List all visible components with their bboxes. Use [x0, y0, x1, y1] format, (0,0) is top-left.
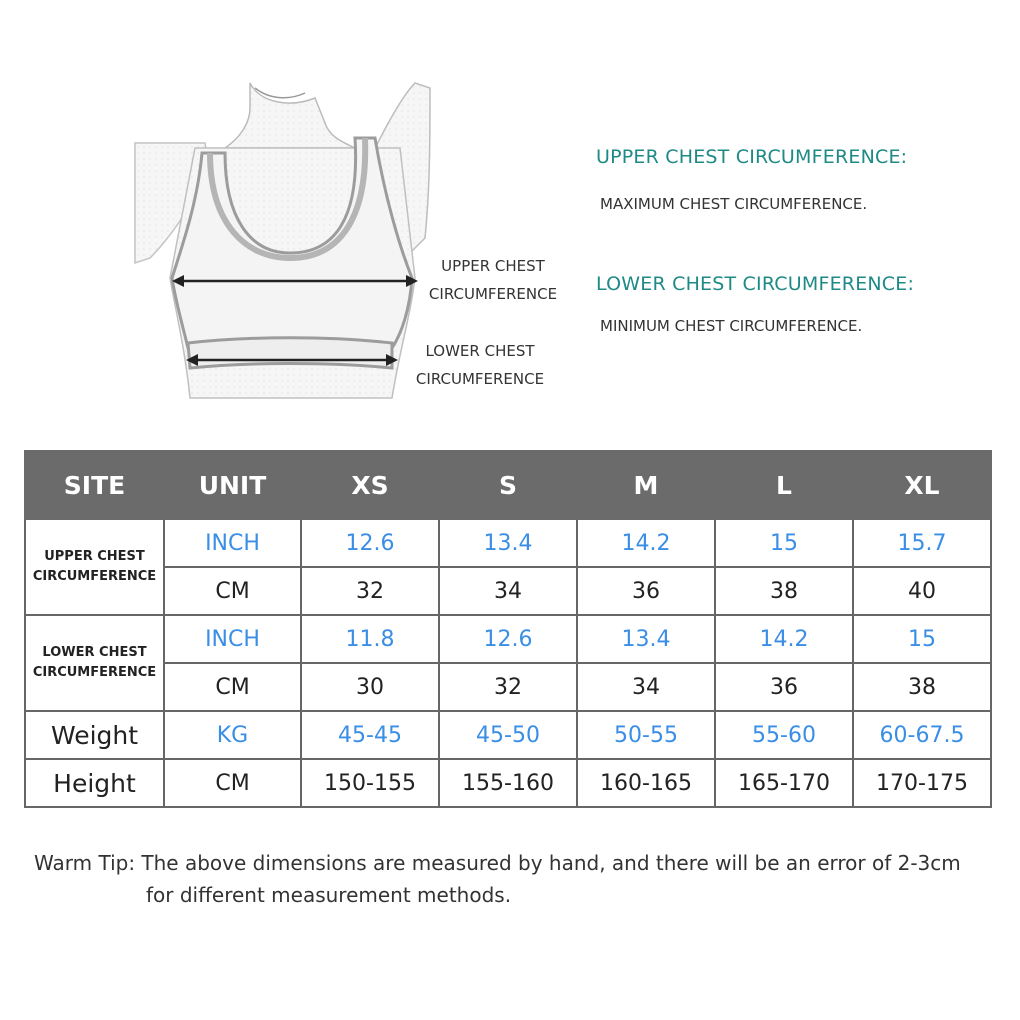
value-cell: 38 [715, 567, 853, 615]
value-cell: 15 [715, 519, 853, 567]
value-cell: 12.6 [301, 519, 439, 567]
value-cell: 32 [439, 663, 577, 711]
table-row [25, 663, 991, 711]
diagram-lower-chest-label [405, 337, 555, 393]
diagram-lower-line1: LOWER CHEST [425, 342, 535, 360]
value-cell: 40 [853, 567, 991, 615]
value-cell: 34 [577, 663, 715, 711]
value-cell: 150-155 [301, 759, 439, 807]
value-cell: 45-50 [439, 711, 577, 759]
diagram-upper-line1: UPPER CHEST [441, 257, 545, 275]
value-cell: 170-175 [853, 759, 991, 807]
diagram-upper-line2: CIRCUMFERENCE [428, 285, 558, 303]
value-cell: 34 [439, 567, 577, 615]
table-header-row [25, 451, 991, 519]
value-cell: 60-67.5 [853, 711, 991, 759]
header-xl: XL [853, 451, 991, 519]
table-row [25, 711, 991, 759]
site-height: Height [25, 759, 164, 807]
value-cell: 38 [853, 663, 991, 711]
upper-chest-definition-text: MAXIMUM CHEST CIRCUMFERENCE. [600, 195, 868, 213]
diagram-upper-chest-label [418, 252, 568, 308]
lower-chest-definition-title: LOWER CHEST CIRCUMFERENCE: [596, 273, 915, 295]
warm-tip-line2: for different measurement methods. [146, 883, 512, 907]
unit-cell: CM [164, 567, 301, 615]
table-row [25, 567, 991, 615]
value-cell: 13.4 [439, 519, 577, 567]
value-cell: 14.2 [577, 519, 715, 567]
warm-tip-line1: Warm Tip: The above dimensions are measured by hand, and there will be an error of 2-3cm [34, 851, 961, 875]
value-cell: 36 [577, 567, 715, 615]
value-cell: 15 [853, 615, 991, 663]
unit-cell: CM [164, 663, 301, 711]
header-site: SITE [25, 451, 164, 519]
value-cell: 30 [301, 663, 439, 711]
value-cell: 55-60 [715, 711, 853, 759]
site-upper-line1: UPPER CHEST [44, 549, 145, 564]
site-lower-line2: CIRCUMFERENCE [32, 665, 157, 680]
table-row [25, 759, 991, 807]
value-cell: 13.4 [577, 615, 715, 663]
value-cell: 36 [715, 663, 853, 711]
value-cell: 15.7 [853, 519, 991, 567]
upper-chest-definition-title: UPPER CHEST CIRCUMFERENCE: [596, 146, 908, 168]
value-cell: 14.2 [715, 615, 853, 663]
header-xs: XS [301, 451, 439, 519]
header-m: M [577, 451, 715, 519]
table-row [25, 519, 991, 567]
unit-cell: KG [164, 711, 301, 759]
site-lower-chest [25, 615, 164, 711]
value-cell: 32 [301, 567, 439, 615]
value-cell: 50-55 [577, 711, 715, 759]
sports-bra-illustration [130, 78, 450, 403]
value-cell: 160-165 [577, 759, 715, 807]
header-unit: UNIT [164, 451, 301, 519]
value-cell: 165-170 [715, 759, 853, 807]
header-s: S [439, 451, 577, 519]
site-upper-chest [25, 519, 164, 615]
unit-cell: CM [164, 759, 301, 807]
value-cell: 12.6 [439, 615, 577, 663]
warm-tip-note [34, 847, 1009, 911]
site-lower-line1: LOWER CHEST [42, 645, 147, 660]
header-l: L [715, 451, 853, 519]
diagram-lower-line2: CIRCUMFERENCE [415, 370, 545, 388]
unit-cell: INCH [164, 519, 301, 567]
size-chart-table [24, 450, 992, 808]
site-upper-line2: CIRCUMFERENCE [32, 569, 157, 584]
value-cell: 45-45 [301, 711, 439, 759]
value-cell: 155-160 [439, 759, 577, 807]
lower-chest-definition-text: MINIMUM CHEST CIRCUMFERENCE. [600, 317, 863, 335]
table-row [25, 615, 991, 663]
value-cell: 11.8 [301, 615, 439, 663]
unit-cell: INCH [164, 615, 301, 663]
site-weight: Weight [25, 711, 164, 759]
